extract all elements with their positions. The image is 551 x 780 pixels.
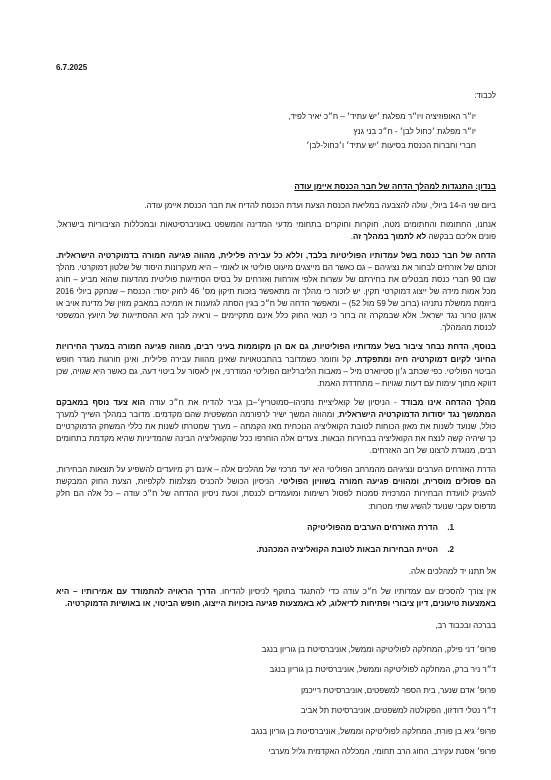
request-paragraph <box>56 219 496 243</box>
exclusion-text: . הניסיון הכושל להכניס מצלמות לקלפיות, הצעת החוק המבקשת להעניק לוועדת הבחירות המרכזית סמכות לפסול רשימות ומועמדים לכנסת, וכעת ניסיון ההדחה של ח״כ עודה – כל אלה הם חלק מדפוס עקבי שנועד להשיג שתי מטרות: <box>56 477 496 511</box>
goal-item <box>56 544 496 556</box>
letter-content <box>56 62 496 763</box>
recipient-line: יו״ר האופוזיציה ויו״ר מפלגת ׳יש עתיד׳ – ח״כ יאיר לפיד, <box>288 112 476 121</box>
goal-number: 2. <box>447 544 454 554</box>
request-bold-text: לא לתמוך במהלך זה <box>353 231 427 241</box>
signature-line: פרופ׳ דני פילק, המחלקה לפוליטיקה וממשל, אוניברסיטת בן גוריון בנגב <box>261 644 496 654</box>
pattern-text: - הניסיון של קואליציית נתניהו–סמוטריץ׳–בן גביר להדיח את ח״כ עודה <box>145 397 401 407</box>
goal-item <box>56 522 496 534</box>
pattern-bold-text: מהלך ההדחה אינו מבודד <box>400 397 496 407</box>
recipients-block <box>56 110 496 154</box>
pattern-text: , ומהווה המשך ישיר לרפורמה המשפטית שהם מקדמים. מדובר במהלך השייך למערך כולל, שנועד לשנות את מאזן הכוחות לטובת הקואליציה הנוכחית מאז הקמתה – מערך שמטרתו לשנות את כללי המשחק הדמוקרטיים כך שיהיה קשה לנצח את הקואליציה בבחירות הבאות. צעדים אלה הוחרפו ככל שהקואליציה הבינה שהמדיניות שהיא מקדמת בתחומים רבים, מנוגדת לרצונו של רוב האזרחים. <box>56 409 496 456</box>
goal-text: הדרת האזרחים הערבים מהפוליטיקה <box>307 522 438 532</box>
exclusion-bold-text: הם פסולים מוסרית, ומהווים פגיעה חמורה בשוויון הפוליטי <box>280 477 497 487</box>
freedom-text: קל וחומר כשמדובר בהתבטאויות שאינן מהוות עבירה פלילית, ואינן חורגות מגדר חופש הביטוי הפוליטי. כפי שכתב ג׳ון סטיוארט מיל – מאבות הליברליזם הפוליטי המודרני, אין לאסור על ביטוי דעה, גם כאשר היא שגויה, שכן דווקא מתוך עימות עם דעות שגויות – מתחדדת האמת. <box>56 354 496 388</box>
freedom-bold-text: בנוסף, הדחת נבחר ציבור בשל עמדותיו הפוליטיות, גם אם הן מקוממות בעיני רבים, מהווה פגיעה חמורה במערך החירויות החיוני לקיום דמוקרטיה חיה ומתפקדת. <box>56 342 496 364</box>
conclusion-bold-text: הדרך הראויה להתמודד עם אמירותיו – היא באמצעות טיעונים, דיון ציבורי ופתיחות לדיאלוג, לא באמצעות פגיעה בזכויות הייצוג, חופש הביטוי, או באושיות הדמוקרטיה. <box>56 586 496 608</box>
goal-number: 1. <box>447 522 454 532</box>
conclusion-paragraph <box>56 586 496 610</box>
freedom-paragraph <box>56 341 496 389</box>
subject-text: התנגדות למהלך הדחה של חבר הכנסת איימן עודה <box>294 181 476 191</box>
recipient-line: חברי וחברות הכנסת בסיעות ׳יש עתיד׳ ו׳כחול-לבן׳ <box>306 141 476 150</box>
signature-line: ד״ר נטלי דודזון, הפקולטה למשפטים, אוניברסיטת תל אביב <box>300 706 496 716</box>
recipient-line: יו״ר מפלגת ׳כחול לבן׳ - ח״כ בני גנץ <box>353 126 476 136</box>
subject-line <box>56 181 496 193</box>
closing-line: בברכה ובכבוד רב, <box>435 620 496 630</box>
democracy-paragraph <box>56 250 496 335</box>
goal-text: הטיית הבחירות הבאות לטובת הקואליציה המכהנת. <box>256 544 438 554</box>
democracy-text: זכותם של אזרחים לבחור את נציגיהם – גם כאשר הם מייצגים מיעוט פוליטי או לאומי – היא מעקרונות היסוד של שלטון דמוקרטי. מהלך שבו 90 חברי כנסת מבטלים את בחירתם של עשרות אלפי אזרחות ואזרחים על בסיס הסתייגות פוליטית מהדעות שהוא מביע – חורג מכל אמות מידה של ייצוג דמוקרטי תקין. יש לזכור כי מהלך זה מתאפשר בזכות תיקון מס׳ 46 לחוק יסוד: הכנסת – שנחקק ביולי 2016 ביוזמת ממשלת נתניהו (ברוב של 59 מול 52) – ומאפשר הדחה של ח״כ בגין הסתה לגזענות או תמיכה במאבק מזוין של מדינת אויב או ארגון טרור נגד ישראל. אלא שבמקרה זה ברור כי תנאי החוק כלל אינם מתקיימים – וראיה לכך היא ההסתייגות של היועץ המשפטי לכנסת מהמהלך. <box>56 262 496 333</box>
goals-list <box>56 522 496 556</box>
democracy-bold-text: הדחה של חבר כנסת בשל עמדותיו הפוליטיות בלבד, וללא כל עבירה פלילית, מהווה פגיעה חמורה בדמוקרטיה הישראלית. <box>56 250 496 260</box>
pattern-paragraph <box>56 397 496 457</box>
request-text: אנחנו, החתומות והחתומים מטה, חוקרות וחוקרים בתחומי מדעי המדינה והמשפט באוניברסיטאות ובמכללות הציבוריות בישראל, פונים אליכם בבקשה <box>56 219 496 241</box>
signature-line: פרופ׳ אדם שנער, בית הספר למשפטים, אוניברסיטת רייכמן <box>300 685 496 695</box>
intro-paragraph: ביום שני ה-14 ביולי, עולה להצבעה במליאת הכנסת הצעת ועדת הכנסת להדיח את חבר הכנסת איימן עודה. <box>144 200 496 210</box>
appeal-line: אל תתנו יד למהלכים אלה. <box>408 566 496 576</box>
letter-date: 6.7.2025 <box>56 63 88 72</box>
request-end: . <box>350 231 354 241</box>
exclusion-text: הדרת האזרחים הערבים ונציגיהם מהמרחב הפוליטי היא יעד מרכזי של מהלכים אלה – אינם רק מיועדים להשפיע על תוצאות הבחירות, <box>56 465 496 475</box>
subject-prefix: בנדון: <box>475 181 496 191</box>
conclusion-text: אין צורך להסכים עם עמדותיו של ח״כ עודה כדי להתנגד בתוקף לניסיון להדיחו. <box>216 586 497 596</box>
salutation: לכבוד: <box>474 91 496 100</box>
signature-line: ד״ר ניר ברק, המחלקה לפוליטיקה וממשל, אוניברסיטת בן גוריון בנגב <box>269 665 496 675</box>
signatories-list <box>56 640 496 763</box>
pattern-bold-text: הוא צעד נוסף במאבקם המתמשך נגד יסודות הדמוקרטיה הישראלית <box>56 397 497 419</box>
signature-line: פרופ׳ גיא בן פורת, המחלקה לפוליטיקה וממשל, אוניברסיטת בן גוריון בנגב <box>251 726 496 736</box>
exclusion-paragraph <box>56 464 496 512</box>
signature-line: פרופ׳ אסנת עקירב, החוג הרב תחומי, המכללה האקדמית גליל מערבי <box>268 747 496 757</box>
